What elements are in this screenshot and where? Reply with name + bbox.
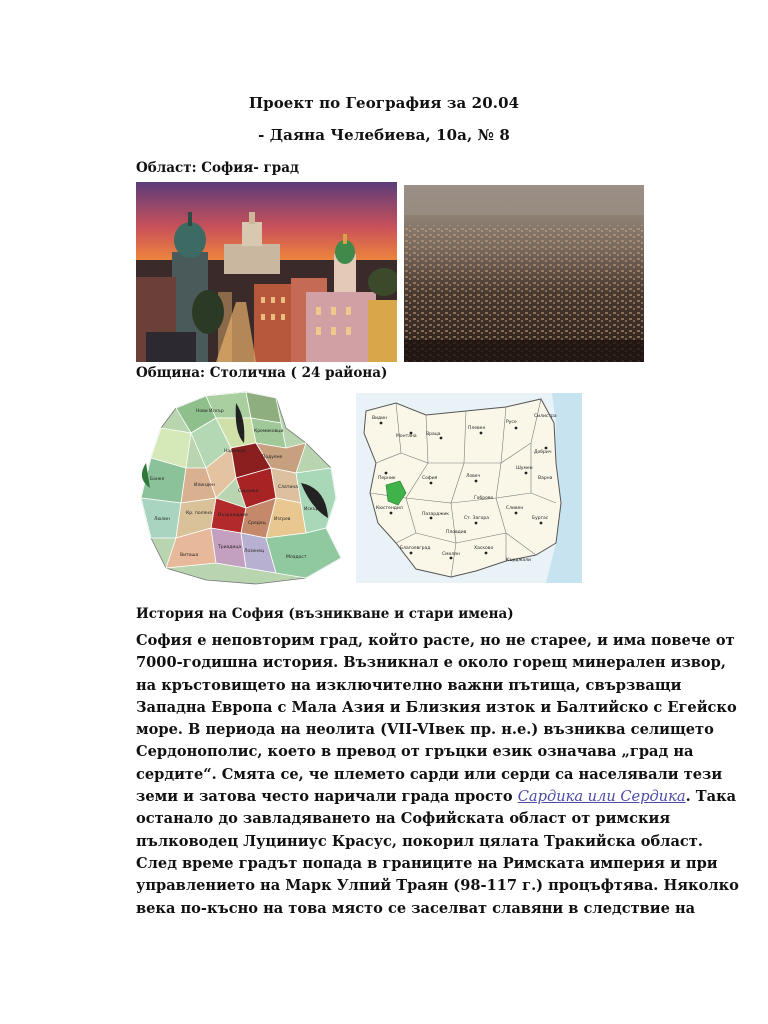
svg-text:Бургас: Бургас — [532, 516, 549, 521]
svg-text:Пловдив: Пловдив — [446, 530, 467, 535]
svg-text:Нови Искър: Нови Искър — [196, 409, 224, 414]
svg-text:Хасково: Хасково — [474, 546, 494, 551]
svg-text:София: София — [422, 476, 438, 481]
svg-text:Банкя: Банкя — [150, 477, 165, 482]
svg-text:Габрово: Габрово — [474, 496, 494, 501]
svg-text:Кр. поляна: Кр. поляна — [186, 511, 212, 516]
region-label: Област: София- град — [136, 160, 299, 176]
svg-text:Кюстендил: Кюстендил — [376, 506, 403, 511]
history-line-12: управлението на Марк Улпий Траян (98-117 г.) процъфтява. Няколко — [136, 877, 739, 895]
history-line-7: сердите“. Смята се, че племето сарди или серди са населявали тези — [136, 765, 723, 783]
sofia-sunset-photo — [136, 182, 397, 362]
history-line-8-start: земи и затова често наричали града просто — [136, 788, 518, 806]
svg-text:Надежда: Надежда — [224, 449, 246, 454]
history-line-10: пълководец Луциниус Красус, покорил цялата Тракийска област. — [136, 832, 703, 850]
history-paragraph — [136, 630, 739, 920]
history-line-9: останало до завладяването на Софийската област от римския — [136, 810, 671, 828]
history-line-8 — [136, 786, 737, 808]
sofia-districts-map — [136, 388, 350, 588]
svg-text:Искър: Искър — [304, 507, 319, 512]
svg-text:Изгрев: Изгрев — [274, 517, 291, 522]
svg-text:Видин: Видин — [372, 416, 387, 421]
svg-text:Младост: Младост — [286, 555, 307, 560]
history-heading: История на София (възникване и стари имена) — [136, 606, 514, 622]
svg-text:Триадица: Триадица — [218, 545, 242, 550]
svg-text:Сердика: Сердика — [238, 489, 259, 494]
svg-text:Ловеч: Ловеч — [466, 474, 481, 479]
svg-text:Ст. Загора: Ст. Загора — [464, 516, 489, 521]
svg-text:Пазарджик: Пазарджик — [422, 512, 449, 517]
document-author: - Даяна Челебиева, 10а, № 8 — [258, 126, 510, 144]
svg-text:Подуяне: Подуяне — [262, 455, 283, 460]
municipality-label: Община: Столична ( 24 района) — [136, 365, 388, 381]
svg-text:Монтана: Монтана — [396, 434, 417, 439]
history-line-4: Западна Европа с Мала Азия и Близкия изток и Балтийско с Егейско — [136, 698, 737, 716]
sofia-aerial-photo — [404, 185, 644, 362]
history-line-13: века по-късно на това място се заселват славяни в следствие на — [136, 899, 696, 917]
svg-text:Русе: Русе — [506, 420, 517, 425]
history-line-11: След време градът попада в границите на Римската империя и при — [136, 854, 718, 872]
document-title: Проект по География за 20.04 — [248, 94, 520, 112]
svg-text:Кърджали: Кърджали — [506, 558, 531, 563]
svg-text:Силистра: Силистра — [534, 414, 557, 419]
svg-text:Средец: Средец — [248, 521, 266, 526]
svg-text:Люлин: Люлин — [154, 517, 170, 522]
svg-text:Сливен: Сливен — [506, 506, 524, 511]
history-line-5: море. В периода на неолита (VII-VIвек пр. н.е.) възниква селището — [136, 721, 714, 739]
history-line-8-end: . Така — [685, 788, 737, 806]
svg-text:Плевен: Плевен — [468, 426, 486, 431]
svg-text:Шумен: Шумен — [516, 466, 533, 471]
history-line-1: София е неповторим град, който расте, но не старее, и има повече от — [136, 632, 735, 649]
svg-text:Перник: Перник — [378, 476, 396, 481]
svg-text:Възраждане: Възраждане — [218, 513, 248, 518]
svg-text:Илинден: Илинден — [194, 483, 215, 488]
history-line-2: 7000-годишна история. Възникнал е около горещ минерален извор, — [136, 654, 726, 672]
svg-text:Благоевград: Благоевград — [400, 546, 431, 551]
bulgaria-provinces-map — [356, 393, 582, 583]
history-line-3: на кръстовището на изключително важни пътища, свързващи — [136, 676, 682, 694]
svg-text:Лозенец: Лозенец — [244, 549, 265, 554]
history-line-6: Сердонополис, което в превод от гръцки език означава „град на — [136, 743, 694, 761]
svg-text:Витоша: Витоша — [180, 553, 199, 558]
svg-text:Кремиковци: Кремиковци — [254, 429, 284, 434]
svg-text:Варна: Варна — [538, 476, 553, 481]
svg-text:Слатина: Слатина — [278, 485, 299, 490]
sardika-link[interactable]: Сардика или Сердика — [517, 788, 686, 806]
svg-text:Смолян: Смолян — [442, 552, 460, 557]
svg-text:Враца: Враца — [426, 432, 441, 437]
svg-text:Добрич: Добрич — [534, 450, 552, 455]
